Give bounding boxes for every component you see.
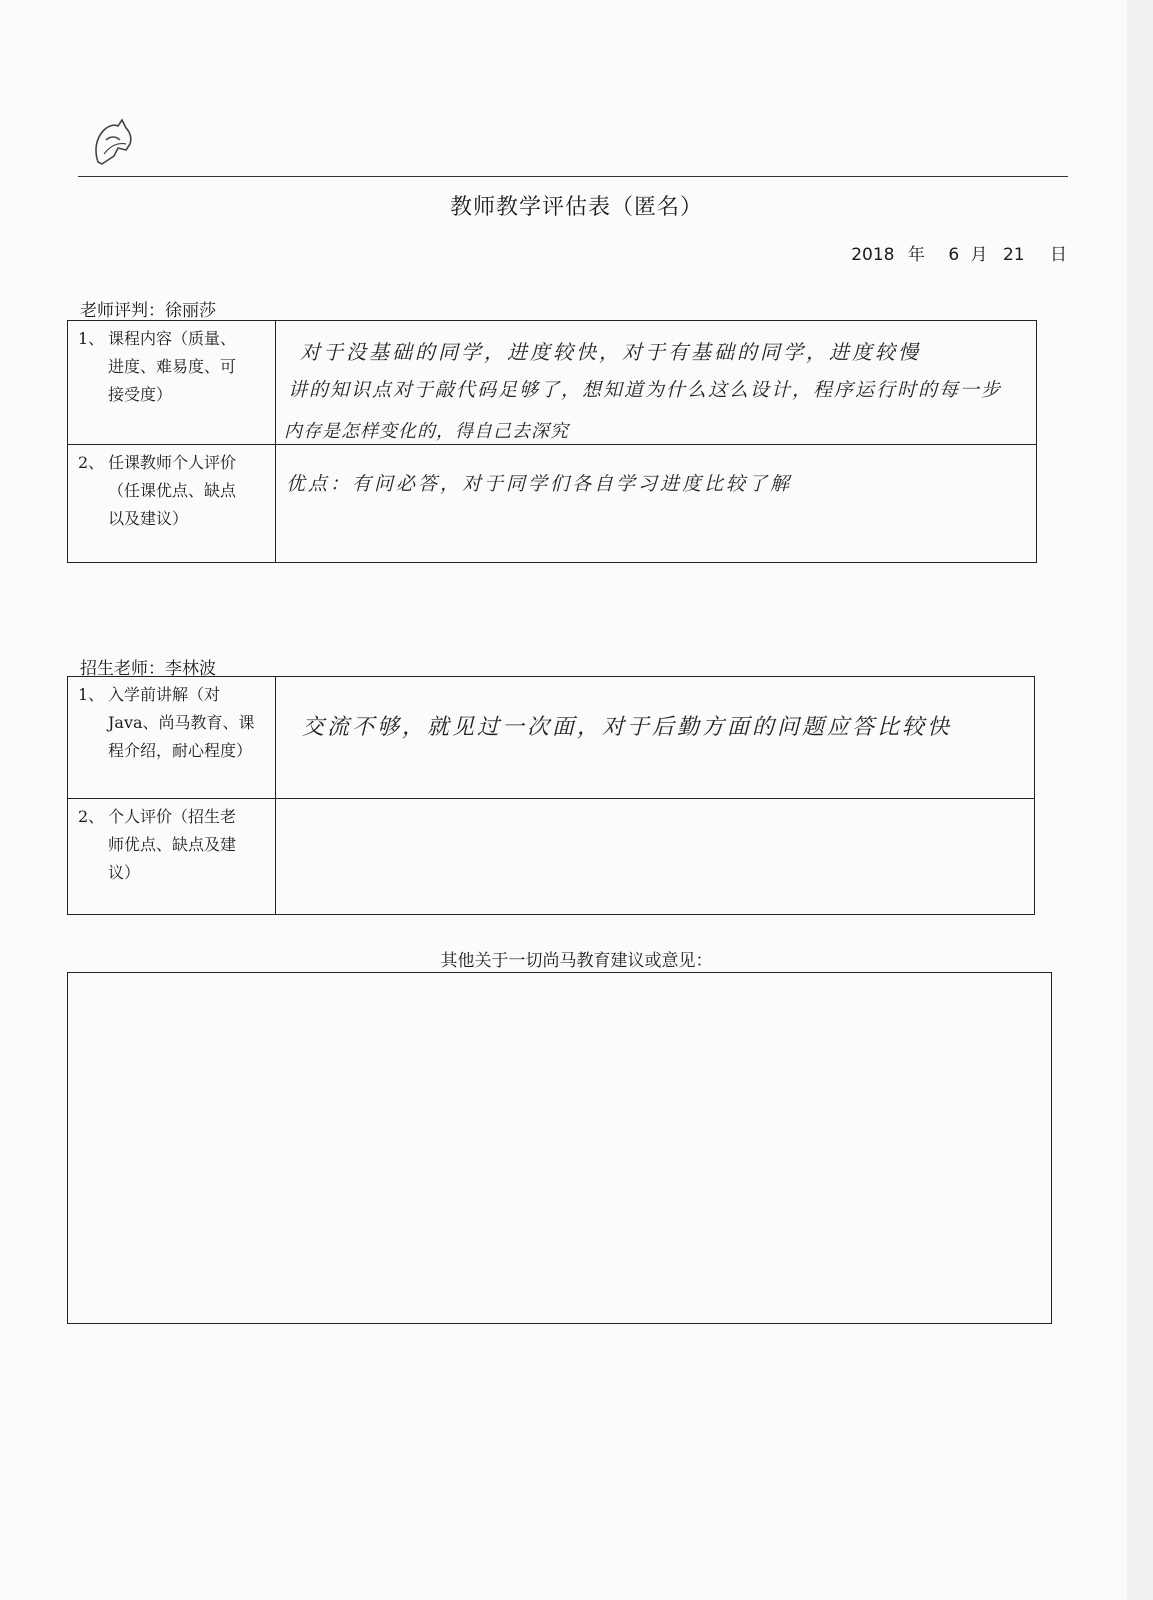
handwritten-answer-line: 讲的知识点对于敲代码足够了，想知道为什么这么设计，程序运行时的每一步 (288, 379, 1003, 401)
date-day-unit: 日 (1050, 245, 1067, 265)
question-number: 1、 (78, 329, 105, 348)
question-line: 议） (108, 863, 141, 882)
other-suggestions-box[interactable] (67, 972, 1052, 1324)
question-line: 课程内容（质量、 (108, 329, 237, 348)
teacher-eval-table (67, 320, 1037, 563)
question-cell (68, 445, 276, 563)
question-line: 师优点、缺点及建 (108, 835, 237, 854)
question-number: 1、 (78, 685, 105, 704)
question-line: 以及建议） (108, 509, 189, 528)
date-year-unit: 年 (907, 245, 925, 265)
question-line: （任课优点、缺点 (108, 481, 237, 500)
question-line: 个人评价（招生老 (108, 807, 237, 826)
table-row (68, 677, 1035, 799)
answer-cell[interactable] (276, 677, 1035, 799)
date-day: 21 (1002, 245, 1025, 265)
handwritten-answer-line: 内存是怎样变化的，得自己去深究 (284, 421, 569, 442)
question-line: 接受度） (108, 385, 173, 404)
recruit-eval-table (67, 676, 1035, 915)
scan-edge (1127, 0, 1153, 1600)
date-year: 2018 (851, 245, 895, 265)
other-suggestions-title: 其他关于一切尚马教育建议或意见： (440, 951, 713, 971)
handwritten-answer-line: 交流不够，就见过一次面，对于后勤方面的问题应答比较快 (302, 715, 953, 740)
teacher-section-label: 老师评判：徐丽莎 (80, 301, 216, 321)
table-row (68, 321, 1037, 445)
header-rule (78, 176, 1068, 177)
question-line: 入学前讲解（对 (108, 685, 221, 704)
question-line: 程介绍，耐心程度） (108, 741, 253, 760)
handwritten-answer-line: 对于没基础的同学，进度较快，对于有基础的同学，进度较慢 (300, 340, 921, 364)
date-line (851, 240, 1067, 265)
page-title: 教师教学评估表（匿名） (449, 195, 703, 220)
question-number: 2、 (78, 453, 105, 472)
question-number: 2、 (78, 807, 105, 826)
question-cell (68, 321, 276, 445)
recruit-section-label: 招生老师：李林波 (80, 659, 216, 679)
answer-cell[interactable] (276, 445, 1037, 563)
question-line: 进度、难易度、可 (108, 357, 237, 376)
handwritten-answer-line: 优点：有问必答，对于同学们各自学习进度比较了解 (286, 473, 793, 495)
table-row (68, 445, 1037, 563)
question-line: 任课教师个人评价 (108, 453, 237, 472)
date-month-unit: 月 (970, 245, 988, 265)
horse-logo-icon (88, 110, 140, 170)
question-line: Java、尚马教育、课 (108, 713, 255, 732)
answer-cell[interactable] (276, 321, 1037, 445)
date-month: 6 (948, 245, 960, 265)
answer-cell[interactable] (276, 799, 1035, 915)
question-cell (68, 677, 276, 799)
question-cell (68, 799, 276, 915)
table-row (68, 799, 1035, 915)
